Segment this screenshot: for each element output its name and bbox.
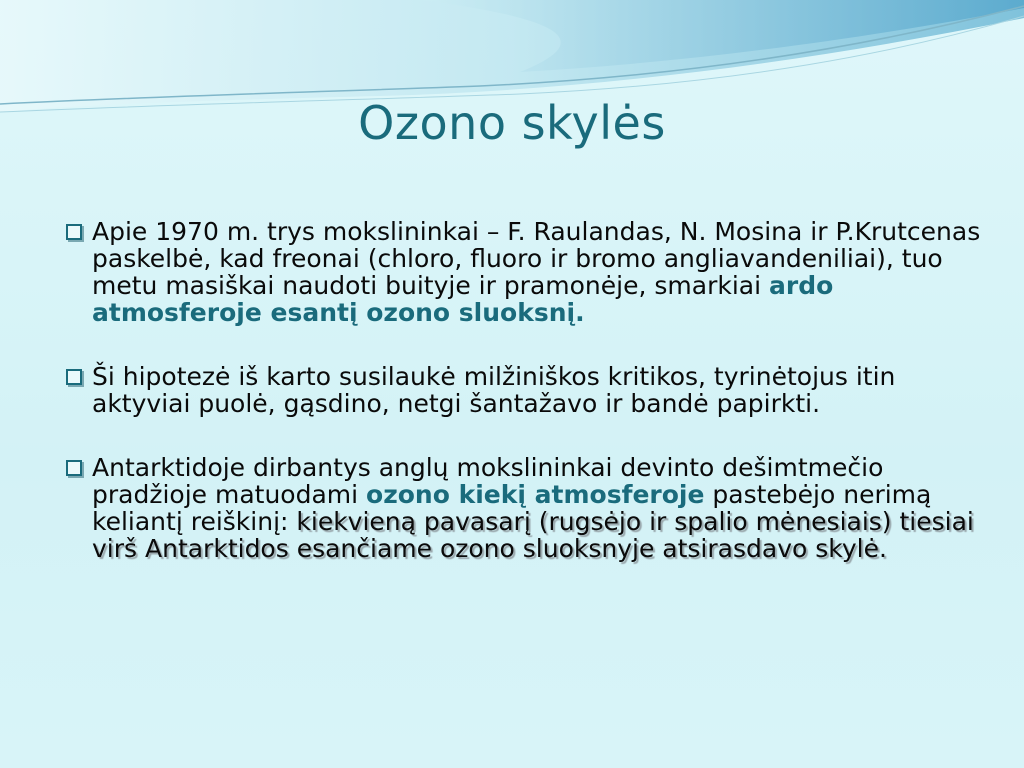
checkbox-bullet-icon [66, 224, 82, 240]
checkbox-bullet-icon [66, 460, 82, 476]
bullet-text-continued: pastebėjo nerimą keliantį reiškinį: [92, 480, 932, 536]
bullet-highlight: ardo atmosferoje esantį ozono sluoksnį. [92, 271, 834, 327]
bullet-text: Antarktidoje dirbantys anglų mokslininkai devinto dešimtmečio pradžioje matuodami [92, 453, 884, 509]
slide-title: Ozono skylės [358, 96, 666, 150]
bullet-item-3 [66, 454, 986, 562]
bullet-item-2 [66, 363, 986, 417]
bullet-list [66, 218, 986, 599]
checkbox-bullet-icon [66, 369, 82, 385]
bullet-shadow-text: kiekvieną pavasarį (rugsėjo ir spalio mėnesiais) tiesiai virš Antarktidos esančiame ozono sluoksnyje atsirasdavo skylė. [92, 507, 974, 563]
bullet-text: Ši hipotezė iš karto susilaukė milžiniškos kritikos, tyrinėtojus itin aktyviai puolė, gąsdino, netgi šantažavo ir bandė papirkti. [92, 362, 896, 418]
bullet-item-1 [66, 218, 986, 326]
bullet-text: Apie 1970 m. trys mokslininkai – F. Raulandas, N. Mosina ir P.Krutcenas paskelbė, kad freonai (chloro, fluoro ir bromo angliavandeniliai), tuo metu masiškai naudoti buityje ir pramonėje, smarkiai [92, 217, 981, 300]
bullet-highlight: ozono kiekį atmosferoje [366, 480, 705, 509]
